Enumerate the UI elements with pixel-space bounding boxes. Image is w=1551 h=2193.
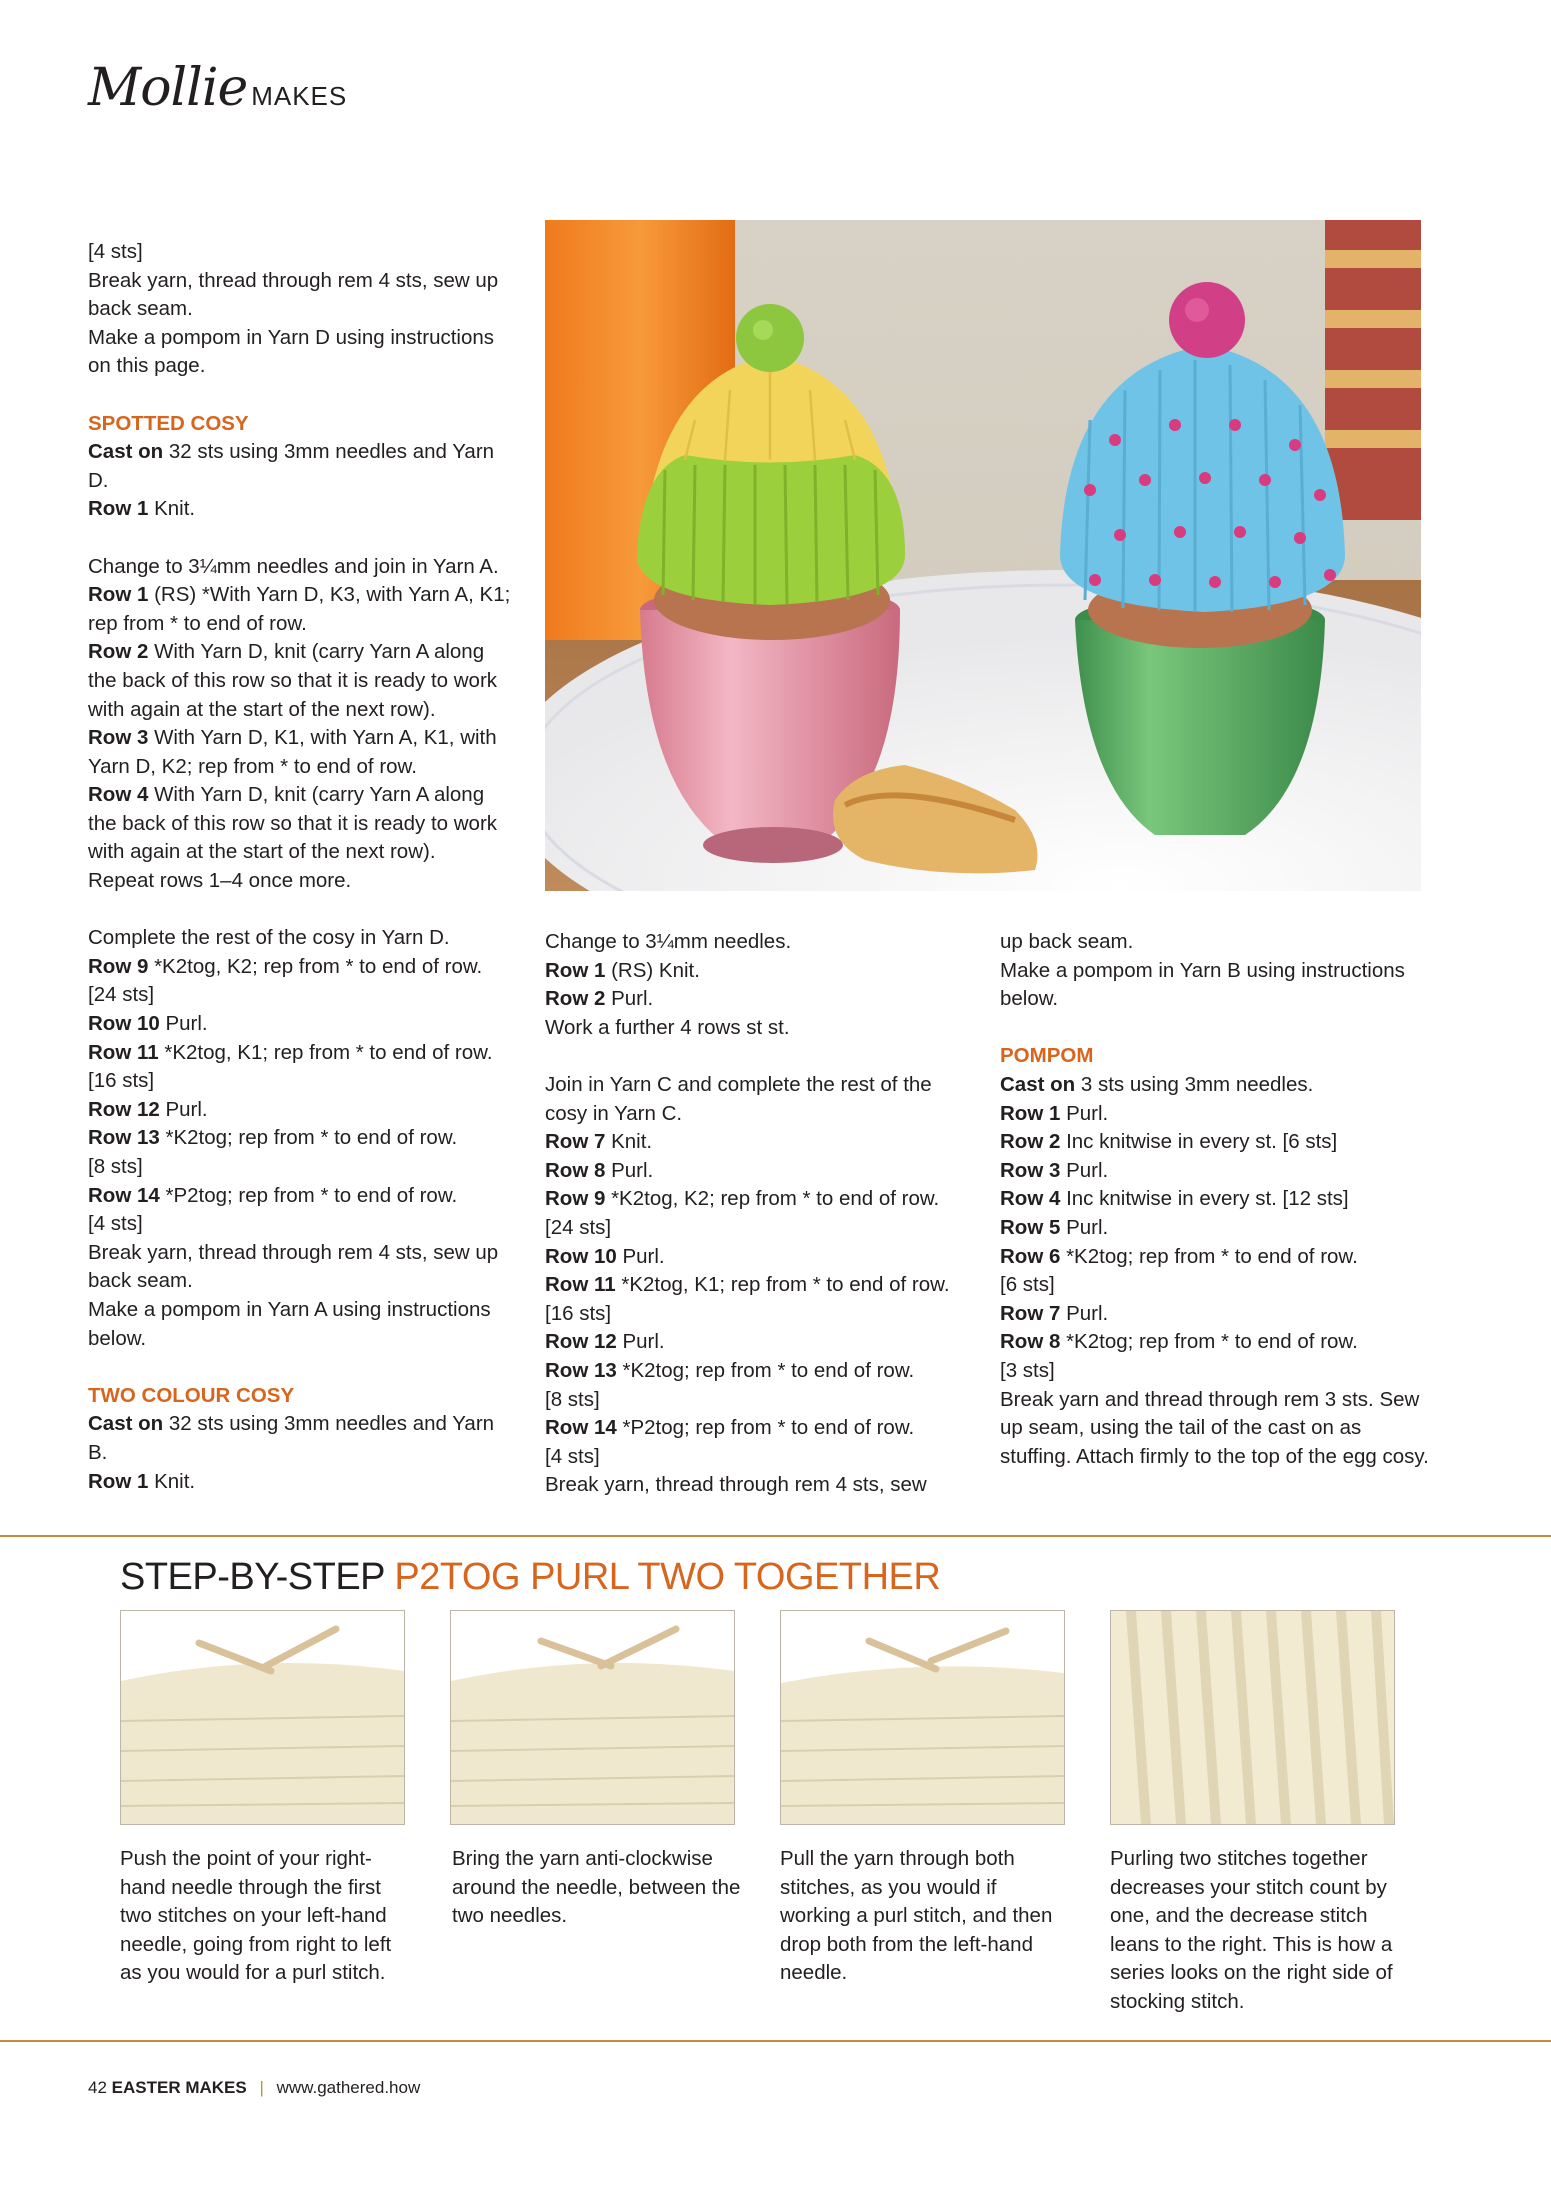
step-caption-1: Push the point of your right-hand needle through the first two stitches on your left-hand needle, going from right to left as you would for a purl stitch. [120,1847,392,1985]
paragraph: Row 7 Knit. [545,1130,653,1154]
paragraph: Row 1 (RS) *With Yarn D, K3, with Yarn A, K1; rep from * to end of row. [88,583,511,635]
section-heading: POMPOM [1000,1044,1094,1068]
step-caption-4: Purling two stitches together decreases your stitch count by one, and the decrease stitch leans to the right. This is how a series looks on the right side of stocking stitch. [1110,1847,1393,2013]
paragraph: Row 11 *K2tog, K1; rep from * to end of row. [545,1273,950,1297]
paragraph: Row 7 Purl. [1000,1301,1109,1325]
egg-cosy-photo [545,220,1421,891]
column-1 [88,238,518,1496]
paragraph: Row 1 (RS) Knit. [545,958,700,982]
paragraph: Row 14 *P2tog; rep from * to end of row. [88,1183,458,1207]
paragraph: Row 14 *P2tog; rep from * to end of row. [545,1416,915,1440]
paragraph: Row 4 Inc knitwise in every st. [12 sts] [1000,1187,1349,1211]
paragraph: up back seam. [1000,930,1134,953]
footer-separator: | [259,2078,264,2097]
paragraph: Row 8 Purl. [545,1158,654,1182]
paragraph: [24 sts] [88,983,155,1007]
paragraph: Break yarn, thread through rem 4 sts, sew up back seam. [88,268,499,321]
divider-top [0,1535,1551,1537]
paragraph: Row 12 Purl. [88,1097,208,1121]
footer-url[interactable]: www.gathered.how [276,2078,421,2097]
paragraph: Row 13 *K2tog; rep from * to end of row. [545,1358,915,1382]
paragraph: [24 sts] [545,1215,612,1239]
paragraph: Make a pompom in Yarn A using instructions below. [88,1297,491,1350]
brand-word: MAKES [251,81,348,111]
page-footer [88,2078,420,2098]
paragraph: Change to 3¼mm needles. [545,930,792,953]
paragraph: [8 sts] [88,1155,143,1178]
paragraph: Cast on 32 sts using 3mm needles and Yarn B. [88,1412,495,1464]
brand-script: Mollie [88,58,248,118]
paragraph: Row 1 Knit. [88,1469,196,1493]
step-by-step-title: STEP-BY-STEP P2TOG PURL TWO TOGETHER [120,1556,941,1598]
paragraph: Row 4 With Yarn D, knit (carry Yarn A along the back of this row so that it is ready to work with again at the start of the next row). [88,783,498,864]
column-3 [1000,928,1430,1471]
paragraph: Row 8 *K2tog; rep from * to end of row. [1000,1330,1358,1354]
paragraph: [4 sts] [88,240,143,263]
paragraph: Row 5 Purl. [1000,1215,1109,1239]
paragraph: Row 12 Purl. [545,1330,665,1354]
paragraph: [8 sts] [545,1387,600,1411]
paragraph: Complete the rest of the cosy in Yarn D. [88,926,450,950]
paragraph: [3 sts] [1000,1358,1055,1382]
divider-bottom [0,2040,1551,2042]
paragraph: [6 sts] [1000,1273,1055,1297]
paragraph: Change to 3¼mm needles and join in Yarn A. [88,554,499,578]
paragraph: Repeat rows 1–4 once more. [88,869,352,893]
step-caption-3: Pull the yarn through both stitches, as you would if working a purl stitch, and then drop both from the left-hand needle. [780,1847,1053,1985]
step-photo-4 [1110,1610,1395,1825]
paragraph: [4 sts] [545,1444,600,1468]
paragraph: Row 2 Purl. [545,987,654,1011]
page-number: 42 [88,2078,112,2097]
paragraph: [16 sts] [545,1301,612,1325]
paragraph: Cast on 32 sts using 3mm needles and Yarn D. [88,440,495,492]
paragraph: Row 3 With Yarn D, K1, with Yarn A, K1, with Yarn D, K2; rep from * to end of row. [88,726,497,778]
paragraph: Work a further 4 rows st st. [545,1015,790,1039]
paragraph: Row 3 Purl. [1000,1158,1109,1182]
paragraph: Row 10 Purl. [545,1244,665,1268]
step-photo-3 [780,1610,1065,1825]
paragraph: Row 10 Purl. [88,1012,208,1036]
paragraph: Row 9 *K2tog, K2; rep from * to end of row. [88,954,483,978]
paragraph: Row 2 Inc knitwise in every st. [6 sts] [1000,1130,1338,1154]
column-2 [545,928,975,1500]
paragraph: Row 9 *K2tog, K2; rep from * to end of row. [545,1187,940,1211]
step-photo-2 [450,1610,735,1825]
footer-section: EASTER MAKES [111,2078,247,2097]
section-heading: TWO COLOUR COSY [88,1383,295,1407]
brand-logo [88,58,347,118]
paragraph: Break yarn, thread through rem 4 sts, sew [545,1473,927,1497]
step-photo-1 [120,1610,405,1825]
paragraph: Row 2 With Yarn D, knit (carry Yarn A along the back of this row so that it is ready to work with again at the start of the next row). [88,640,498,721]
paragraph: Row 1 Knit. [88,497,196,521]
paragraph: Row 1 Purl. [1000,1101,1109,1125]
section-heading: SPOTTED COSY [88,411,249,435]
paragraph: Cast on 3 sts using 3mm needles. [1000,1072,1314,1096]
paragraph: [16 sts] [88,1069,155,1093]
step-caption-2: Bring the yarn anti-clockwise around the needle, between the two needles. [452,1847,741,1928]
paragraph: Break yarn, thread through rem 4 sts, sew up back seam. [88,1240,499,1293]
paragraph: Row 6 *K2tog; rep from * to end of row. [1000,1244,1358,1268]
paragraph: Join in Yarn C and complete the rest of the cosy in Yarn C. [545,1072,932,1125]
paragraph: [4 sts] [88,1212,143,1236]
paragraph: Make a pompom in Yarn B using instructions below. [1000,958,1405,1011]
paragraph: Break yarn and thread through rem 3 sts. Sew up seam, using the tail of the cast on as stuffing. Attach firmly to the top of the egg cosy. [1000,1387,1429,1468]
paragraph: Row 13 *K2tog; rep from * to end of row. [88,1126,458,1150]
paragraph: Row 11 *K2tog, K1; rep from * to end of row. [88,1040,493,1064]
paragraph: Make a pompom in Yarn D using instructions on this page. [88,325,495,378]
